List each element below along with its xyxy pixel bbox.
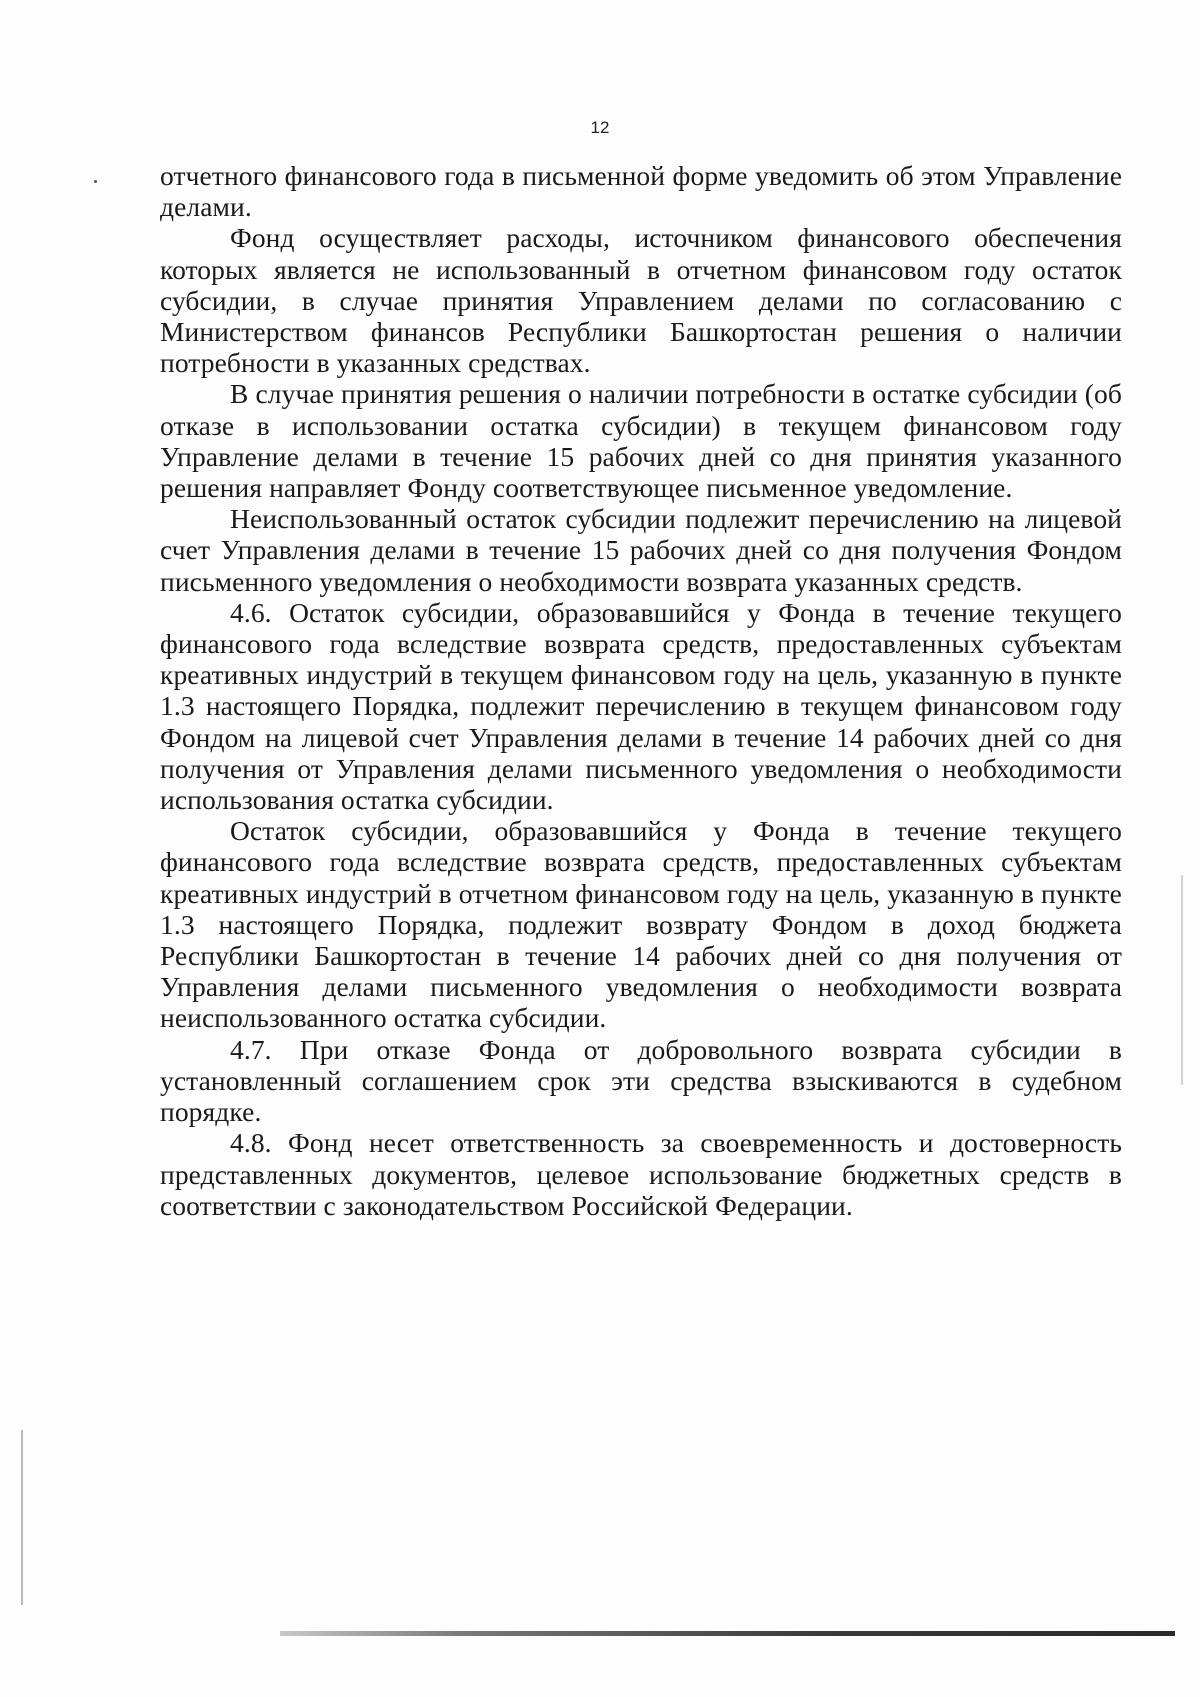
page-number: 12 — [590, 118, 610, 137]
scan-speck — [94, 180, 97, 183]
paragraph-continuation: отчетного финансового года в письменной форме уведомить об этом Управление делами. — [160, 160, 1122, 223]
paragraph-decision-notice: В случае принятия решения о наличии потребности в остатке субсидии (об отказе в использовании остатка субсидии) в текущем финансовом году Управление делами в течение 15 рабочих дней со дня принятия указанного решения направляет Фонду соответствующее письменное уведомление. — [160, 378, 1122, 504]
scan-edge-mark-left — [21, 1430, 23, 1605]
document-body — [160, 160, 1122, 1221]
paragraph-section-4-8: 4.8. Фонд несет ответственность за своевременность и достоверность представленных документов, целевое использование бюджетных средств в соответствии с законодательством Российской Федерации. — [160, 1127, 1122, 1221]
paragraph-remainder-return: Остаток субсидии, образовавшийся у Фонда в течение текущего финансового года вследствие возврата средств, предоставленных субъектам креативных индустрий в отчетном финансовом году на цель, указанную в пункте 1.3 настоящего Порядка, подлежит возврату Фондом в доход бюджета Республики Башкортостан в течение 14 рабочих дней со дня получения от Управления делами письменного уведомления о необходимости возврата неиспользованного остатка субсидии. — [160, 815, 1122, 1034]
scan-edge-mark-right — [1181, 875, 1183, 1085]
paragraph-unused-remainder: Неиспользованный остаток субсидии подлежит перечислению на лицевой счет Управления делами в течение 15 рабочих дней со дня получения Фондом письменного уведомления о необходимости возврата указанных средств. — [160, 503, 1122, 597]
paragraph-fund-expenses: Фонд осуществляет расходы, источником финансового обеспечения которых является не использованный в отчетном финансовом году остаток субсидии, в случае принятия Управлением делами по согласованию с Министерством финансов Республики Башкортостан решения о наличии потребности в указанных средствах. — [160, 222, 1122, 379]
paragraph-section-4-6: 4.6. Остаток субсидии, образовавшийся у Фонда в течение текущего финансового года вследствие возврата средств, предоставленных субъектам креативных индустрий в текущем финансовом году на цель, указанную в пункте 1.3 настоящего Порядка, подлежит перечислению в текущем финансовом году Фондом на лицевой счет Управления делами в течение 14 рабочих дней со дня получения от Управления делами письменного уведомления о необходимости использования остатка субсидии. — [160, 596, 1122, 816]
scan-bottom-edge-line — [280, 1631, 1175, 1636]
paragraph-section-4-7: 4.7. При отказе Фонда от добровольного возврата субсидии в установленный соглашением срок эти средства взыскиваются в судебном порядке. — [160, 1033, 1122, 1128]
